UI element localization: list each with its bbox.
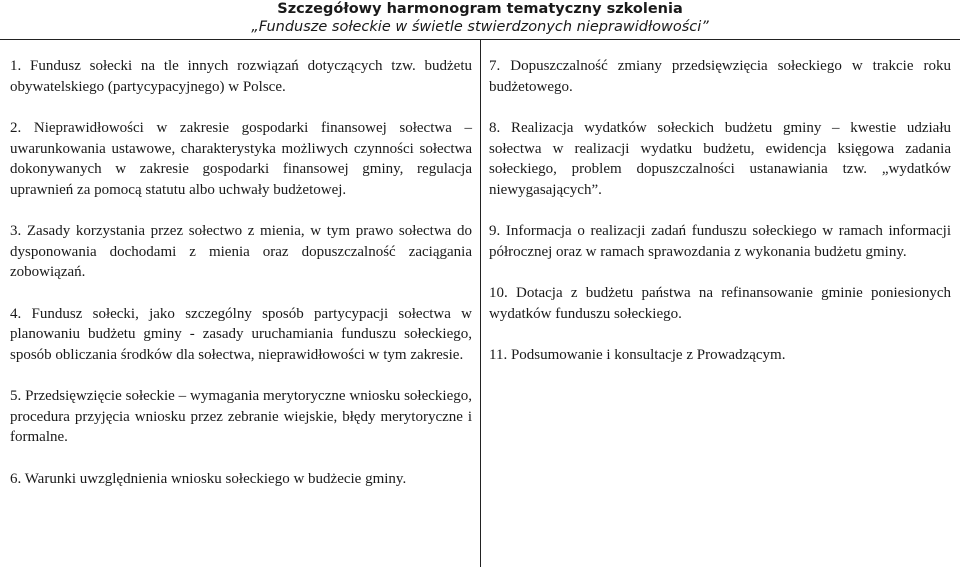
left-column — [10, 56, 472, 510]
document-subtitle: „Fundusze sołeckie w świetle stwierdzonych nieprawidłowości” — [251, 19, 709, 35]
agenda-item-2: 2. Nieprawidłowości w zakresie gospodarki finansowej sołectwa – uwarunkowania ustawowe, charakterystyka możliwych czynności sołectwa dokonywanych w zakresie gospodarki finansowej gminy, regulacja uprawnień za pomocą statutu albo uchwały budżetowej. — [10, 120, 472, 198]
agenda-item-9: 9. Informacja o realizacji zadań funduszu sołeckiego w ramach informacji półrocznej oraz w ramach sprawozdania z wykonania budżetu gminy. — [489, 223, 951, 260]
column-divider — [480, 40, 481, 567]
agenda-item-3: 3. Zasady korzystania przez sołectwo z mienia, w tym prawo sołectwa do dysponowania dochodami z mienia oraz dopuszczalność zaciągania zobowiązań. — [10, 223, 472, 280]
agenda-item-4: 4. Fundusz sołecki, jako szczególny sposób partycypacji sołectwa w planowaniu budżetu gminy - zasady uruchamiania funduszu sołeckiego, sposób obliczania środków dla sołectwa, nieprawidłowości w tym zakresie. — [10, 305, 472, 363]
agenda-item-5: 5. Przedsięwzięcie sołeckie – wymagania merytoryczne wniosku sołeckiego, procedura przyjęcia wniosku przez zebranie wiejskie, błędy merytoryczne i formalne. — [10, 388, 472, 445]
agenda-item-6: 6. Warunki uwzględnienia wniosku sołeckiego w budżecie gminy. — [10, 470, 407, 487]
agenda-item-8: 8. Realizacja wydatków sołeckich budżetu gminy – kwestie udziału sołectwa w realizacji wydatku budżetu, ewidencja księgowa zadania sołeckiego, problem dopuszczalności ustanawiania tzw. „wydatków niewygasających”. — [489, 120, 951, 198]
document-title: Szczegółowy harmonogram tematyczny szkolenia — [277, 1, 683, 17]
right-column — [489, 56, 951, 387]
agenda-item-10: 10. Dotacja z budżetu państwa na refinansowanie gminie poniesionych wydatków funduszu sołeckiego. — [489, 285, 951, 322]
agenda-item-1: 1. Fundusz sołecki na tle innych rozwiązań dotyczących tzw. budżetu obywatelskiego (partycypacyjnego) w Polsce. — [10, 58, 472, 95]
agenda-item-7: 7. Dopuszczalność zmiany przedsięwzięcia sołeckiego w trakcie roku budżetowego. — [489, 58, 951, 95]
agenda-item-11: 11. Podsumowanie i konsultacje z Prowadzącym. — [489, 347, 786, 363]
